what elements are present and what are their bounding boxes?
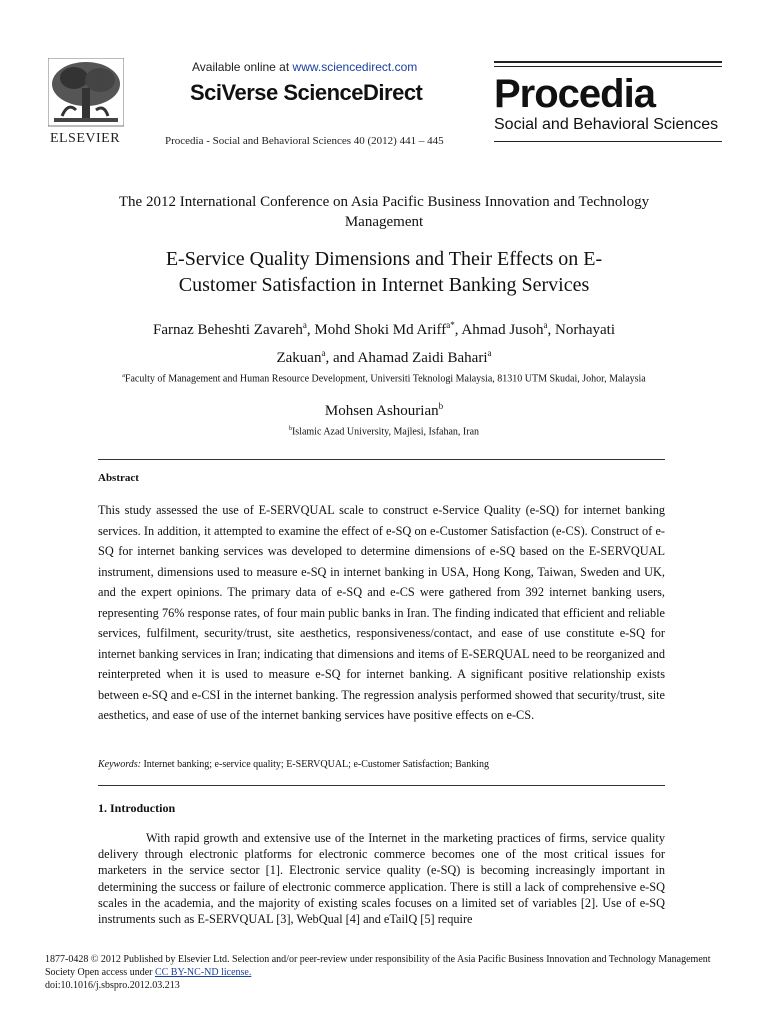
section-heading-introduction: 1. Introduction (98, 801, 176, 815)
brand-title: Procedia (494, 72, 655, 116)
author-4: , Norhayati (547, 322, 615, 338)
author-1: Farnaz Beheshti Zavareh (152, 322, 303, 338)
sciencedirect-link[interactable]: www.sciencedirect.com (292, 60, 418, 74)
available-online (192, 60, 417, 74)
keywords-list: Internet banking; e-service quality; E-SERVQUAL; e-Customer Satisfaction; Banking (140, 759, 489, 770)
affiliation-a-sup: a (122, 373, 125, 379)
keywords-label: Keywords: (98, 759, 141, 770)
author-3-sup: a (543, 320, 548, 330)
author-list (90, 314, 678, 370)
author-1-sup: a (302, 320, 307, 330)
platform-logo: SciVerse ScienceDirect (190, 80, 423, 105)
author-5-sup: a (487, 348, 492, 358)
brand-rule-bottom (494, 141, 722, 142)
footer-notice (45, 953, 735, 992)
author-b-sup: b (438, 401, 444, 411)
abstract-rule-bottom (98, 785, 665, 786)
affiliation-b-sup: b (288, 426, 292, 432)
affiliation-b-text: Islamic Azad University, Majlesi, Isfahan, Iran (291, 426, 480, 438)
author-5: , and Ahamad Zaidi Bahari (325, 350, 488, 366)
affiliation-a (60, 373, 708, 384)
author-4-sup: a (321, 348, 326, 358)
elsevier-tree-icon (48, 58, 124, 130)
procedia-brand (494, 61, 722, 145)
open-access-label: Open access under (77, 967, 155, 978)
brand-rule-top-thin (494, 66, 722, 67)
title-line-1: E-Service Quality Dimensions and Their Effects on E- (165, 248, 603, 270)
publisher-name: ELSEVIER (49, 131, 121, 146)
abstract-text: This study assessed the use of E-SERVQUAL scale to construct e-Service Quality (e-SQ) for internet banking services. In addition, it attempted to examine the effect of e-SQ on e-Customer Satisfaction (e-CS). Construct of e-SQ for internet banking services was developed to determine dimensions of e-SQ based on the E-SERVQUAL instrument, dimensions used to measure e-SQ in internet banking in USA, Hong Kong, Taiwan, Sweden and UK, and the expert opinions. The primary data of e-SQ and e-CS were gathered from 392 internet banking users, representing 76% response rates, of four main public banks in Iran. The finding indicated that efficient and reliable services, fulfilment, security/trust, site aesthetics, responsiveness/contact, and ease of use constitute e-SQ for internet banking services in Iran; indicating that dimensions and items of E-SERQUAL need to be reorganized and reinterpreted when it is used to measure e-SQ for internet banking. A significant positive relationship exists between e-SQ and e-CSI in the internet banking. The regression analysis performed showed that security/trust, site aesthetics, and ease of use of the internet banking services have positive effects on e-CS. (98, 503, 665, 722)
copyright-line: 1877-0428 © 2012 Published by Elsevier Ltd. Selection and/or peer-review under responsibility of the Asia Pacific Business Innovation and Technology Management Society (45, 954, 711, 978)
keywords (98, 759, 665, 770)
introduction-text: With rapid growth and extensive use of the Internet in the marketing practices of firms, service quality delivery through electronic platforms for electronic commerce becomes one of the most critical issues for marketers in the service sector [1]. Electronic service quality (e-SQ) is becoming increasingly important in determining the success or failure of electronic commerce application. There is still a lack of comprehensive e-SQ scales in the academia, and the majority of existing scales focuses on a limited set of variables [2]. Use of e-SQ instruments such as E-SERVQUAL [3], WebQual [4] and eTailQ [5] require (98, 831, 665, 927)
conference-name: The 2012 International Conference on Asia Pacific Business Innovation and Technology Management (118, 194, 650, 230)
abstract-rule-top (98, 459, 665, 460)
brand-subtitle: Social and Behavioral Sciences (494, 116, 719, 133)
paper-title (90, 246, 678, 298)
title-line-2: Customer Satisfaction in Internet Banking Services (178, 274, 590, 296)
author-b-name: Mohsen Ashourian (324, 403, 439, 419)
elsevier-logo (40, 58, 130, 148)
affiliation-b (100, 426, 668, 437)
author-2-sup: a* (446, 320, 455, 330)
affiliation-a-text: Faculty of Management and Human Resource Development, Universiti Teknologi Malaysia, 81310 UTM Skudai, Johor, Malaysia (124, 373, 646, 385)
brand-rule-top (494, 61, 722, 63)
abstract-heading: Abstract (98, 472, 139, 484)
author-3: , Ahmad Jusoh (454, 322, 544, 338)
author-2: , Mohd Shoki Md Ariff (306, 322, 447, 338)
author-4-cont: Zakuan (276, 350, 322, 366)
license-link[interactable]: CC BY-NC-ND license. (154, 967, 252, 978)
doi: doi:10.1016/j.sbspro.2012.03.213 (45, 980, 180, 991)
available-prefix: Available online at (192, 60, 293, 74)
author-b (100, 401, 668, 420)
journal-reference: Procedia - Social and Behavioral Sciences 40 (2012) 441 – 445 (165, 135, 444, 147)
